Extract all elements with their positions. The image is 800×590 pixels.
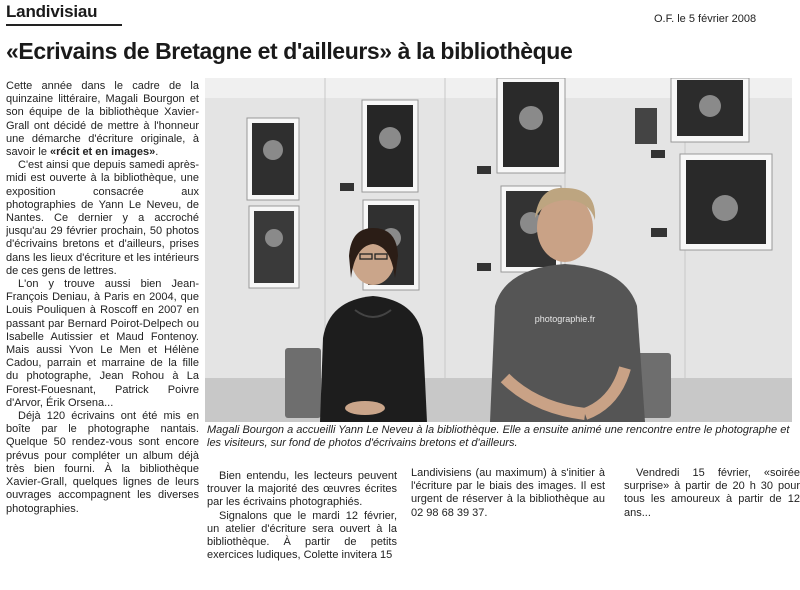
section-rule — [6, 24, 122, 26]
intro-emphasis: «récit et en images» — [50, 146, 156, 159]
paragraph-album: Déjà 120 écrivains ont été mis en boîte par le photographe nantais. Quelque 50 rendez-vous sont encore prévus pour compléter un album déjà très bien fourni. À la bibliothèque Xavier-Grall, quelques lignes de leurs ouvrages accompagnent les diverses photographies. — [6, 410, 199, 515]
article-column-d — [624, 467, 800, 520]
article-column-c — [411, 467, 605, 520]
article-headline: «Ecrivains de Bretagne et d'ailleurs» à la bibliothèque — [6, 38, 573, 64]
article-column-b — [207, 470, 397, 590]
section-label: Landivisiau — [6, 2, 98, 21]
tshirt-text: photographie.fr — [534, 314, 596, 324]
article-photo — [205, 78, 792, 422]
photo-caption: Magali Bourgon a accueilli Yann Le Neveu à la bibliothèque. Elle a ensuite animé une rencontre entre le photographe et les visiteurs, sur fond de photos d'écrivains bretons et d'ailleurs. — [207, 424, 790, 449]
photo-illustration — [205, 78, 792, 422]
paragraph-works: Bien entendu, les lecteurs peuvent trouver la majorité des œuvres écrites par les écrivains photographiés. — [207, 470, 397, 509]
article-column-left — [6, 80, 199, 590]
intro-end: . — [155, 146, 159, 159]
paragraph-evening: Vendredi 15 février, «soirée surprise» à partir de 20 h 30 pour tous les amoureux à partir de 12 ans... — [624, 467, 800, 519]
paragraph-intro — [6, 80, 199, 159]
paragraph-exhibition: C'est ainsi que depuis samedi après-midi est ouverte à la bibliothèque, une exposition consacrée aux photographies de Yann Le Neveu, de Nantes. Ce dernier y a accroché jusqu'au 29 février prochain, 50 photos d'écrivains bretons et d'ailleurs, prises dans les lieux d'écriture et les intérieurs de ces gens de lettres. — [6, 159, 199, 277]
paragraph-workshop: Signalons que le mardi 12 février, un atelier d'écriture sera ouvert à la bibliothèque. À partir de petits exercices ludiques, Colette invitera 15 — [207, 509, 397, 562]
dateline: O.F. le 5 février 2008 — [654, 13, 757, 25]
paragraph-booking: Landivisiens (au maximum) à s'initier à l'écriture par le biais des images. Il est urgent de réserver à la bibliothèque au 02 98 68 39 37. — [411, 467, 605, 519]
intro-text: Cette année dans le cadre de la quinzaine littéraire, Magali Bourgon et son équipe de la bibliothèque Xavier-Grall ont décidé de mettre à l'honneur une démarche d'écriture originale, à savoir le — [6, 80, 199, 159]
paragraph-writers: L'on y trouve aussi bien Jean-François Deniau, à Paris en 2004, que Louis Pouliquen à Roscoff en 2007 en passant par Bernard Poirot-Delpech ou Isabelle Autissier et Maud Fontenoy. Mais aussi Yvon Le Men et Hélène Cadou, parrain et marraine de la fille du photographe, Jean Rohou à La Forest-Fouesnant, Patrick Poivre d'Arvor, Érik Orsena... — [6, 278, 199, 409]
